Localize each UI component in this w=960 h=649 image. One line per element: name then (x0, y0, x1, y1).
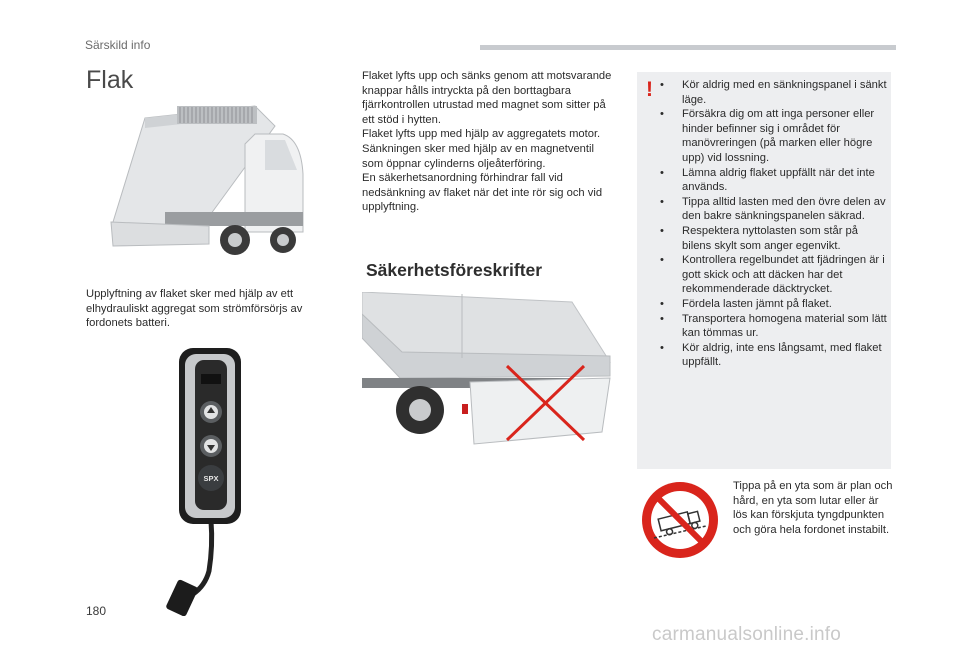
paragraph: En säkerhetsanordning förhindrar fall vid nedsänkning av flaket när det inte rör sig och vid upplyftning. (362, 172, 603, 214)
list-item: • Fördela lasten jämnt på flaket. (654, 297, 890, 312)
page-title: Flak (86, 66, 134, 94)
tipper-truck-illustration (105, 104, 307, 262)
watermark: carmanualsonline.info (652, 624, 842, 645)
paragraph: Flaket lyfts upp och sänks genom att motsvarande knappar hålls intryckta på den borttagbara fjärrkontrollen utrustad med magnet som sitter på ett stöd i hytten. (362, 70, 612, 126)
warning-exclamation-icon: ! (646, 78, 653, 101)
tipping-description (362, 69, 614, 215)
section-label: Särskild info (85, 38, 151, 52)
slope-prohibited-icon (640, 480, 720, 560)
list-item: • Kör aldrig med en sänkningspanel i sänkt läge. (654, 78, 890, 107)
list-item: • Lämna aldrig flaket uppfällt när det inte används. (654, 166, 890, 195)
list-item: • Transportera homogena material som lätt kan tömmas ur. (654, 312, 890, 341)
list-item: • Kontrollera regelbundet att fjädringen är i gott skick och att däcken har det rekommenderade däcktrycket. (654, 253, 890, 297)
remote-brand-label: SPX (203, 474, 219, 483)
slope-note: Tippa på en yta som är plan och hård, en yta som lutar eller är lös kan förskjuta tyngdpunkten och göra hela fordonet instabilt. (733, 480, 893, 536)
header-rule (480, 45, 896, 50)
paragraph: Flaket lyfts upp med hjälp av aggregatets motor. (362, 128, 601, 141)
list-item: • Tippa alltid lasten med den övre delen av den bakre sänkningspanelen säkrad. (654, 195, 890, 224)
safety-heading: Säkerhetsföreskrifter (366, 260, 543, 280)
page-number: 180 (86, 604, 107, 618)
lowered-panel-illustration (362, 292, 612, 457)
intro-text: Upplyftning av flaket sker med hjälp av ett elhydrauliskt aggregat som strömförsörjs av fordonets batteri. (86, 288, 303, 330)
warning-list (654, 78, 890, 370)
list-item: • Respektera nyttolasten som står på bilens skylt som anger egenvikt. (654, 224, 890, 253)
list-item: • Försäkra dig om att inga personer eller hinder befinner sig i området för manövreringen (på marken eller högre upp) vid lossning. (654, 107, 890, 165)
list-item: • Kör aldrig, inte ens långsamt, med flaket uppfällt. (654, 341, 890, 370)
remote-control-illustration (165, 346, 245, 616)
paragraph: Sänkningen sker med hjälp av en magnetventil som öppnar cylinderns oljeåterföring. (362, 142, 594, 170)
